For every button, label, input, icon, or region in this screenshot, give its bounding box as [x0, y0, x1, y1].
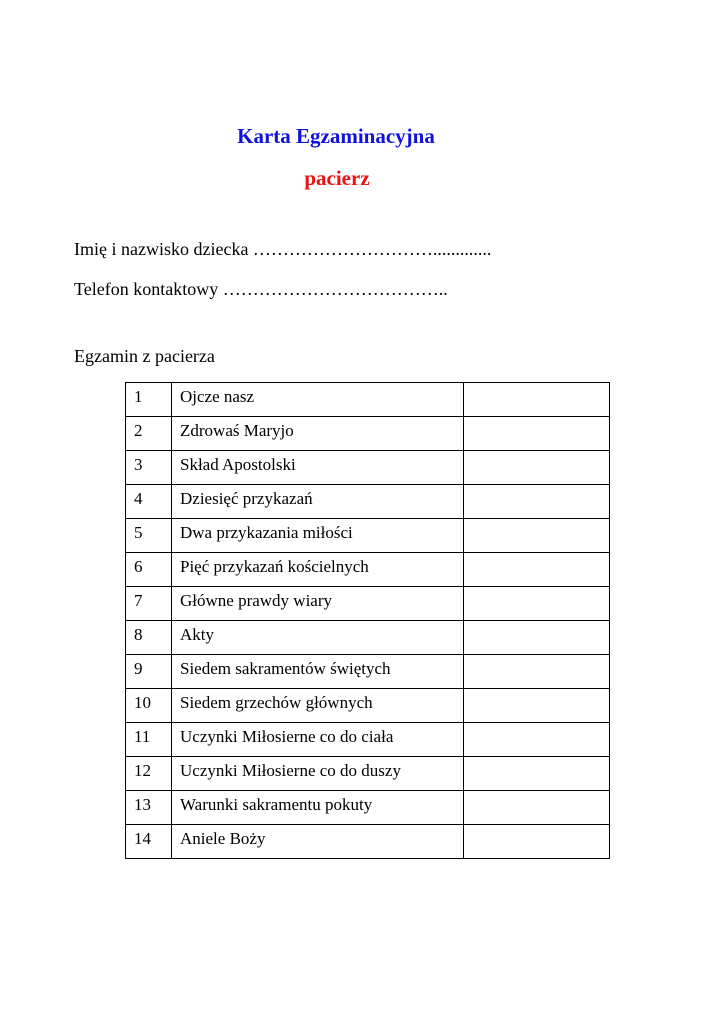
table-row	[126, 655, 610, 689]
exam-table	[125, 382, 610, 859]
page-title: Karta Egzaminacyjna	[237, 124, 435, 148]
child-name-field: Imię i nazwisko dziecka ………………………….............	[74, 239, 492, 259]
table-row	[126, 417, 610, 451]
row-number: 6	[126, 553, 172, 587]
row-number: 11	[126, 723, 172, 757]
row-number: 14	[126, 825, 172, 859]
mark-cell[interactable]	[464, 655, 610, 689]
row-number: 12	[126, 757, 172, 791]
table-row	[126, 383, 610, 417]
mark-cell[interactable]	[464, 451, 610, 485]
mark-cell[interactable]	[464, 519, 610, 553]
prayer-name: Uczynki Miłosierne co do duszy	[172, 757, 464, 791]
table-row	[126, 553, 610, 587]
row-number: 9	[126, 655, 172, 689]
prayer-name: Dziesięć przykazań	[172, 485, 464, 519]
row-number: 13	[126, 791, 172, 825]
row-number: 4	[126, 485, 172, 519]
prayer-name: Siedem sakramentów świętych	[172, 655, 464, 689]
prayer-name: Dwa przykazania miłości	[172, 519, 464, 553]
mark-cell[interactable]	[464, 417, 610, 451]
prayer-name: Główne prawdy wiary	[172, 587, 464, 621]
mark-cell[interactable]	[464, 621, 610, 655]
mark-cell[interactable]	[464, 723, 610, 757]
row-number: 1	[126, 383, 172, 417]
table-row	[126, 451, 610, 485]
table-row	[126, 519, 610, 553]
mark-cell[interactable]	[464, 689, 610, 723]
mark-cell[interactable]	[464, 825, 610, 859]
mark-cell[interactable]	[464, 383, 610, 417]
row-number: 2	[126, 417, 172, 451]
row-number: 3	[126, 451, 172, 485]
prayer-name: Zdrowaś Maryjo	[172, 417, 464, 451]
row-number: 5	[126, 519, 172, 553]
table-row	[126, 757, 610, 791]
prayer-name: Ojcze nasz	[172, 383, 464, 417]
mark-cell[interactable]	[464, 553, 610, 587]
row-number: 7	[126, 587, 172, 621]
mark-cell[interactable]	[464, 757, 610, 791]
table-row	[126, 689, 610, 723]
table-row	[126, 723, 610, 757]
phone-field: Telefon kontaktowy ………………………………..	[74, 279, 448, 299]
prayer-name: Warunki sakramentu pokuty	[172, 791, 464, 825]
prayer-name: Pięć przykazań kościelnych	[172, 553, 464, 587]
prayer-name: Skład Apostolski	[172, 451, 464, 485]
row-number: 10	[126, 689, 172, 723]
mark-cell[interactable]	[464, 791, 610, 825]
table-row	[126, 621, 610, 655]
prayer-name: Akty	[172, 621, 464, 655]
exam-heading: Egzamin z pacierza	[74, 346, 215, 366]
prayer-name: Uczynki Miłosierne co do ciała	[172, 723, 464, 757]
table-row	[126, 825, 610, 859]
table-row	[126, 485, 610, 519]
prayer-name: Siedem grzechów głównych	[172, 689, 464, 723]
page-subtitle: pacierz	[304, 166, 370, 190]
prayer-name: Aniele Boży	[172, 825, 464, 859]
table-row	[126, 791, 610, 825]
row-number: 8	[126, 621, 172, 655]
mark-cell[interactable]	[464, 587, 610, 621]
table-row	[126, 587, 610, 621]
mark-cell[interactable]	[464, 485, 610, 519]
